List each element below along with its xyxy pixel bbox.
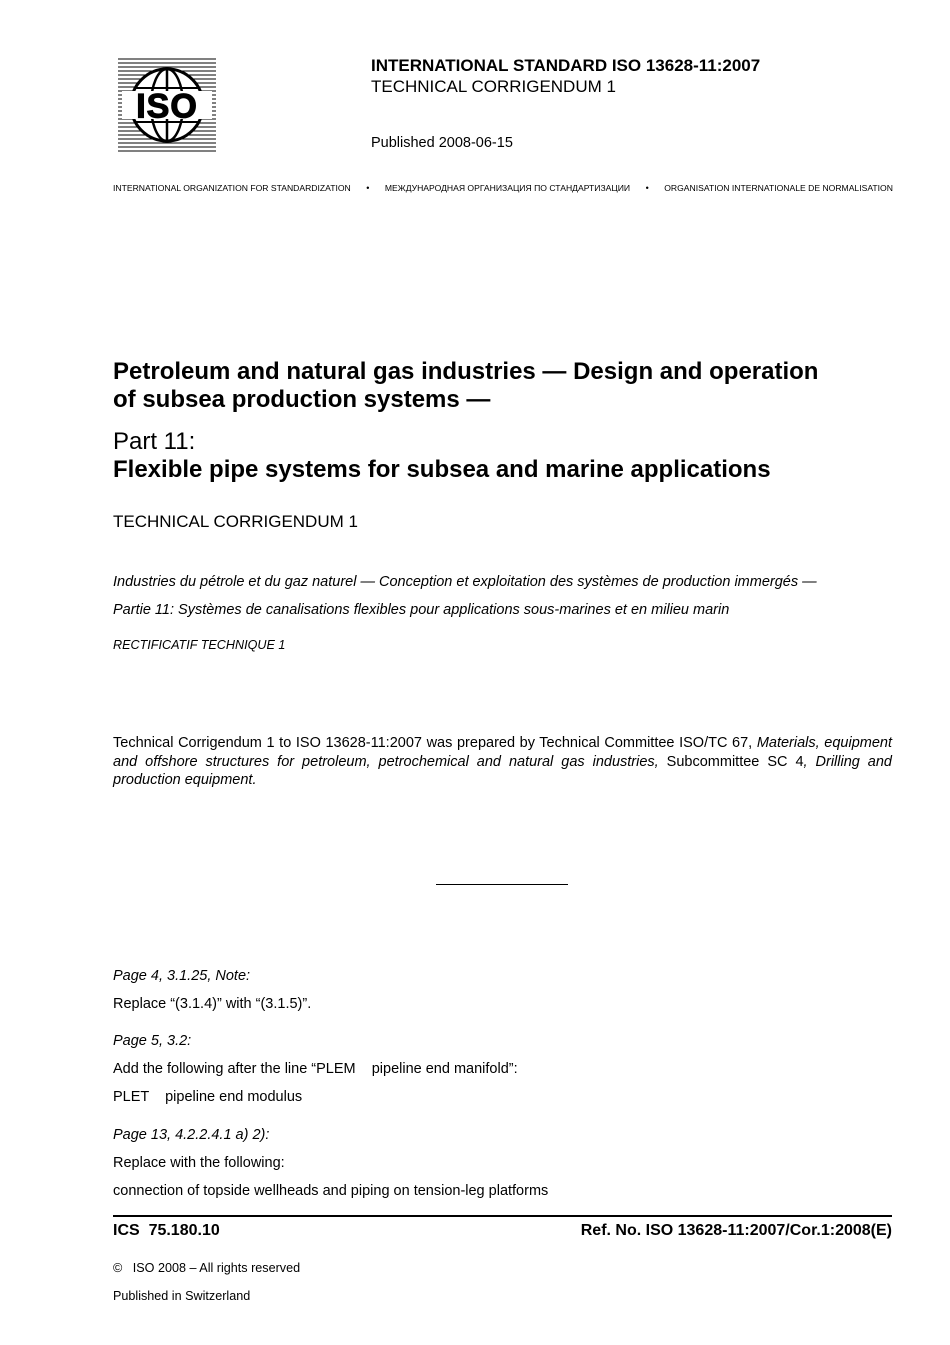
correction-text-1: Replace “(3.1.4)” with “(3.1.5)”.: [113, 996, 312, 1012]
correction-text-4: Replace with the following:: [113, 1155, 285, 1171]
published-location: Published in Switzerland: [113, 1289, 251, 1303]
organization-names: [113, 183, 893, 193]
intro-text-1: Technical Corrigendum 1 to ISO 13628-11:2007 was prepared by Technical Committee ISO/TC 67,: [113, 735, 757, 751]
french-title: Industries du pétrole et du gaz naturel — Conception et exploitation des systèmes de production immergés —: [113, 574, 817, 590]
bullet-separator: •: [366, 183, 370, 193]
org-name-en: INTERNATIONAL ORGANIZATION FOR STANDARDIZATION: [113, 183, 351, 193]
iso-globe-logo-icon: [118, 58, 216, 152]
document-title: [113, 358, 903, 414]
org-name-ru: МЕЖДУНАРОДНАЯ ОРГАНИЗАЦИЯ ПО СТАНДАРТИЗАЦИИ: [384, 183, 631, 193]
subcommittee-name: , Drilling and production equipment.: [113, 753, 892, 788]
part-title: Flexible pipe systems for subsea and marine applications: [113, 456, 771, 483]
french-part-title: Partie 11: Systèmes de canalisations flexibles pour applications sous-marines et en milieu marin: [113, 602, 730, 618]
correction-ref-1: Page 4, 3.1.25, Note:: [113, 968, 251, 984]
intro-paragraph: [113, 734, 892, 790]
corrigendum-label: TECHNICAL CORRIGENDUM 1: [371, 77, 616, 96]
correction-text-2: Add the following after the line “PLEM pipeline end manifold”:: [113, 1061, 518, 1077]
committee-name: Materials, equipment and offshore structures for petroleum, petrochemical and natural gas industries,: [113, 735, 892, 770]
correction-ref-3: Page 13, 4.2.2.4.1 a) 2):: [113, 1127, 270, 1143]
standard-title: INTERNATIONAL STANDARD ISO 13628-11:2007: [371, 56, 761, 75]
corrigendum-heading: TECHNICAL CORRIGENDUM 1: [113, 512, 358, 531]
org-name-fr: ORGANISATION INTERNATIONALE DE NORMALISATION: [664, 183, 893, 193]
part-number: Part 11:: [113, 428, 196, 455]
correction-text-3: PLET pipeline end modulus: [113, 1089, 303, 1105]
bullet-separator: •: [645, 183, 649, 193]
iso-logo-text: ISO: [136, 87, 198, 126]
correction-ref-2: Page 5, 3.2:: [113, 1033, 192, 1049]
copyright-notice: © ISO 2008 – All rights reserved: [113, 1261, 301, 1275]
publish-date: Published 2008-06-15: [371, 135, 513, 151]
intro-text-2: Subcommittee SC 4: [658, 753, 804, 770]
title-line-1: Petroleum and natural gas industries — Design and operation: [113, 358, 819, 385]
title-line-2: of subsea production systems —: [113, 386, 491, 413]
reference-number: Ref. No. ISO 13628-11:2007/Cor.1:2008(E): [580, 1222, 892, 1239]
ics-code: ICS 75.180.10: [113, 1222, 220, 1239]
iso-logo: [118, 58, 216, 152]
footer-rule: [113, 1215, 892, 1217]
french-corrigendum: RECTIFICATIF TECHNIQUE 1: [113, 638, 286, 652]
correction-text-5: connection of topside wellheads and piping on tension-leg platforms: [113, 1183, 549, 1199]
section-divider: [436, 884, 568, 885]
